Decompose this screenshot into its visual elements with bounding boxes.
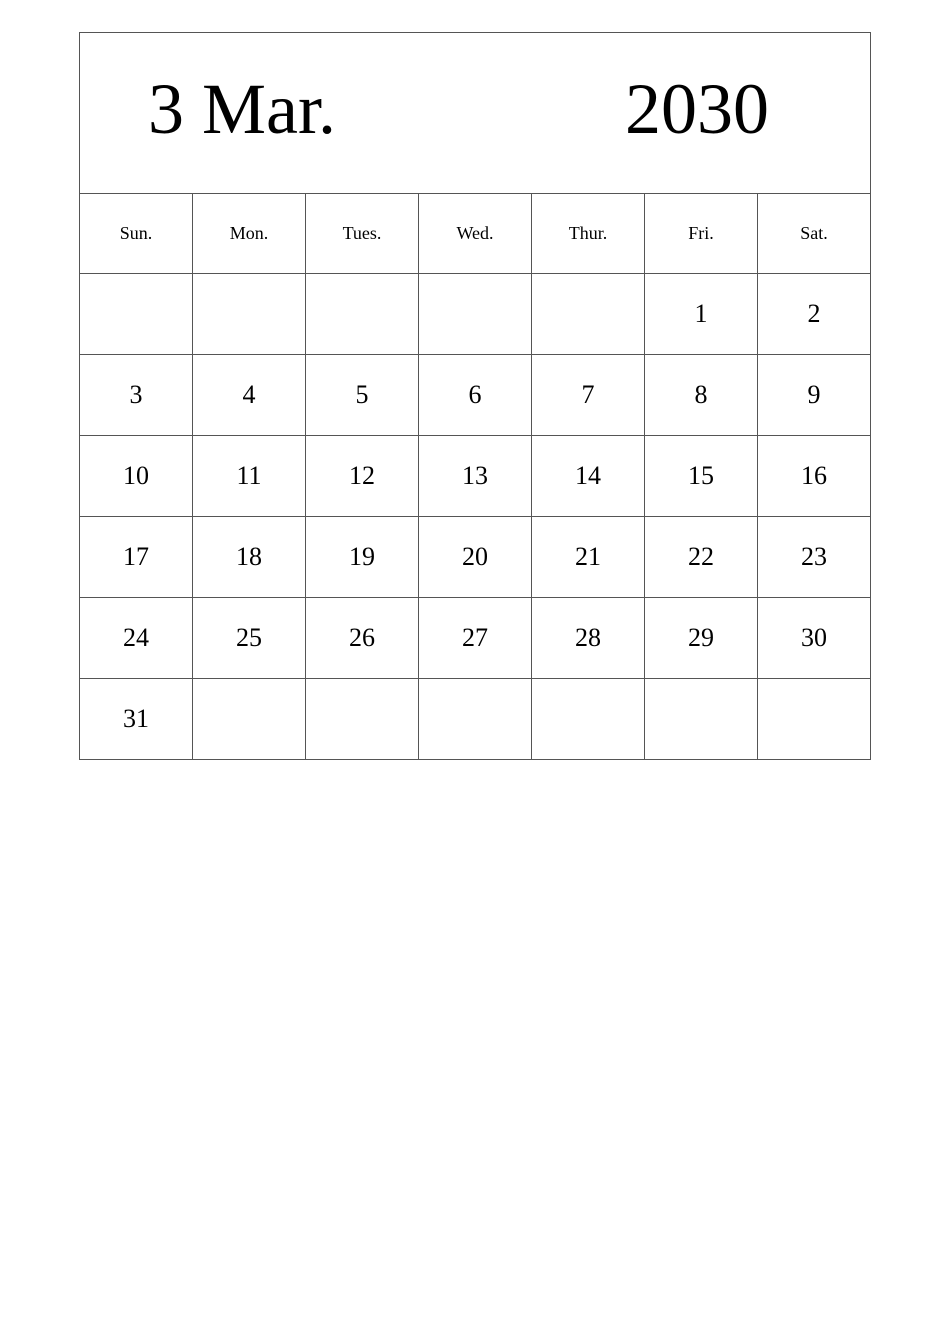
day-cell: 27 <box>419 598 532 679</box>
calendar-header-row <box>80 33 871 194</box>
day-cell: 3 <box>80 355 193 436</box>
day-cell <box>193 274 306 355</box>
day-cell: 24 <box>80 598 193 679</box>
day-cell: 17 <box>80 517 193 598</box>
week-row-2 <box>80 355 871 436</box>
day-cell <box>419 679 532 760</box>
day-cell: 4 <box>193 355 306 436</box>
day-cell: 14 <box>532 436 645 517</box>
day-cell: 6 <box>419 355 532 436</box>
day-cell: 16 <box>758 436 871 517</box>
weekday-header-row <box>80 194 871 274</box>
calendar-title <box>80 33 871 194</box>
day-cell <box>80 274 193 355</box>
day-cell: 13 <box>419 436 532 517</box>
weekday-thu: Thur. <box>532 194 645 274</box>
day-cell: 29 <box>645 598 758 679</box>
day-cell <box>419 274 532 355</box>
week-row-1 <box>80 274 871 355</box>
weekday-mon: Mon. <box>193 194 306 274</box>
weekday-tue: Tues. <box>306 194 419 274</box>
weekday-sun: Sun. <box>80 194 193 274</box>
day-cell: 20 <box>419 517 532 598</box>
day-cell: 8 <box>645 355 758 436</box>
weekday-wed: Wed. <box>419 194 532 274</box>
day-cell: 11 <box>193 436 306 517</box>
weekday-fri: Fri. <box>645 194 758 274</box>
day-cell: 23 <box>758 517 871 598</box>
day-cell: 21 <box>532 517 645 598</box>
day-cell <box>758 679 871 760</box>
day-cell <box>306 274 419 355</box>
day-cell: 28 <box>532 598 645 679</box>
day-cell: 22 <box>645 517 758 598</box>
day-cell: 12 <box>306 436 419 517</box>
month-label: 3 Mar. <box>148 69 336 149</box>
day-cell <box>193 679 306 760</box>
day-cell <box>532 274 645 355</box>
day-cell: 7 <box>532 355 645 436</box>
day-cell: 30 <box>758 598 871 679</box>
day-cell: 25 <box>193 598 306 679</box>
day-cell <box>532 679 645 760</box>
day-cell <box>645 679 758 760</box>
day-cell: 19 <box>306 517 419 598</box>
day-cell: 1 <box>645 274 758 355</box>
day-cell: 31 <box>80 679 193 760</box>
week-row-6 <box>80 679 871 760</box>
day-cell <box>306 679 419 760</box>
week-row-5 <box>80 598 871 679</box>
day-cell: 10 <box>80 436 193 517</box>
day-cell: 5 <box>306 355 419 436</box>
day-cell: 2 <box>758 274 871 355</box>
day-cell: 18 <box>193 517 306 598</box>
year-label: 2030 <box>625 69 769 149</box>
day-cell: 15 <box>645 436 758 517</box>
calendar-grid <box>79 32 871 760</box>
day-cell: 9 <box>758 355 871 436</box>
weekday-sat: Sat. <box>758 194 871 274</box>
week-row-3 <box>80 436 871 517</box>
week-row-4 <box>80 517 871 598</box>
day-cell: 26 <box>306 598 419 679</box>
